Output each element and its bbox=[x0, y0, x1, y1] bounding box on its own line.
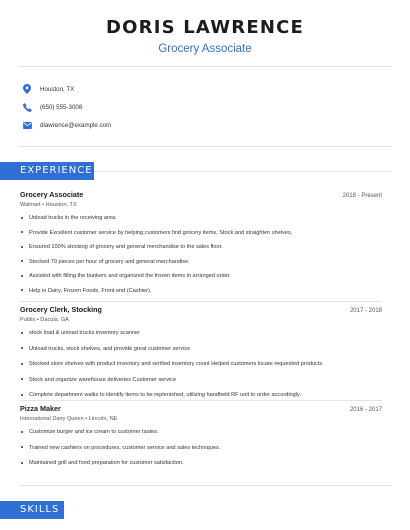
job-bullet: Maintained grill and food preparation for customer satisfaction. bbox=[20, 459, 382, 467]
job-bullet: Help in Dairy, Frozen Foods, Front end (Cashier). bbox=[20, 287, 382, 295]
job-title: Pizza Maker bbox=[20, 404, 61, 413]
section-skills-line bbox=[20, 485, 392, 486]
section-experience-line bbox=[94, 171, 392, 172]
location-pin-icon bbox=[22, 84, 32, 94]
job-company: International Dairy Queen • Lincoln, NE bbox=[20, 416, 118, 422]
job-dates: 2017 - 2018 bbox=[349, 308, 382, 314]
job-bullet: Provide Excellent customer service by helping customers find grocery items, Stock and straighten shelves, bbox=[20, 229, 382, 237]
job-divider bbox=[20, 400, 382, 401]
job-bullet: Assisted with filling the bunkers and organized the frozen items in arranged order. bbox=[20, 272, 382, 280]
job-bullets bbox=[20, 329, 382, 399]
job-company: Walmart • Houston, TX bbox=[20, 202, 77, 208]
job-bullet: Complete department walks to identify items to be replenished; utilizing handheld RF unit to order accordingly. bbox=[20, 391, 382, 399]
contact-list bbox=[22, 80, 111, 134]
section-skills: SKILLS bbox=[0, 501, 64, 519]
job-bullet: Unload trucks in the receiving area. bbox=[20, 214, 382, 222]
email-icon bbox=[22, 120, 32, 130]
job-title: Grocery Associate bbox=[20, 190, 84, 199]
job-bullet: Stocked 70 pieces per hour of grocery and general merchandise. bbox=[20, 258, 382, 266]
contact-phone bbox=[22, 98, 111, 116]
job-bullet: Trained new cashiers on procedures, customer service and sales techniques. bbox=[20, 444, 382, 452]
resume-header bbox=[0, 0, 410, 55]
contact-location-text: Houston, TX bbox=[40, 85, 75, 93]
job-entry bbox=[20, 404, 382, 467]
job-title: Grocery Clerk, Stocking bbox=[20, 305, 102, 314]
job-entry bbox=[20, 190, 382, 295]
contact-email-text: dlawrence@example.com bbox=[40, 121, 112, 129]
job-company: Publix • Dacula, GA bbox=[20, 317, 69, 323]
header-divider bbox=[18, 66, 392, 67]
job-divider bbox=[20, 301, 382, 302]
contact-phone-text: (650) 555-3008 bbox=[40, 103, 83, 111]
job-bullet: Customize burger and ice cream to customer tastes. bbox=[20, 428, 382, 436]
section-experience: EXPERIENCE bbox=[0, 162, 94, 180]
contact-location bbox=[22, 80, 111, 98]
job-bullet: stock load & unload trucks inventory scanner bbox=[20, 329, 382, 337]
job-bullet: Ensured 100% stocking of grocery and general merchandise to the sales floor. bbox=[20, 243, 382, 251]
job-bullets bbox=[20, 214, 382, 295]
job-bullet: Stock and organize warehouse deliveries Customer service bbox=[20, 376, 382, 384]
contact-email bbox=[22, 116, 111, 134]
job-entry bbox=[20, 305, 382, 399]
candidate-title: Grocery Associate bbox=[158, 43, 252, 55]
job-bullet: Stocked store shelves with product inventory and verified inventory count Helped customers locate requested products bbox=[20, 360, 382, 368]
job-bullet: Unload trucks, stock shelves, and provide great customer service bbox=[20, 345, 382, 353]
phone-icon bbox=[22, 102, 32, 112]
job-dates: 2016 - 2017 bbox=[349, 407, 382, 413]
job-dates: 2018 - Present bbox=[342, 193, 382, 199]
candidate-name: DORIS LAWRENCE bbox=[105, 17, 304, 38]
job-bullets bbox=[20, 428, 382, 467]
contact-divider bbox=[18, 146, 392, 147]
